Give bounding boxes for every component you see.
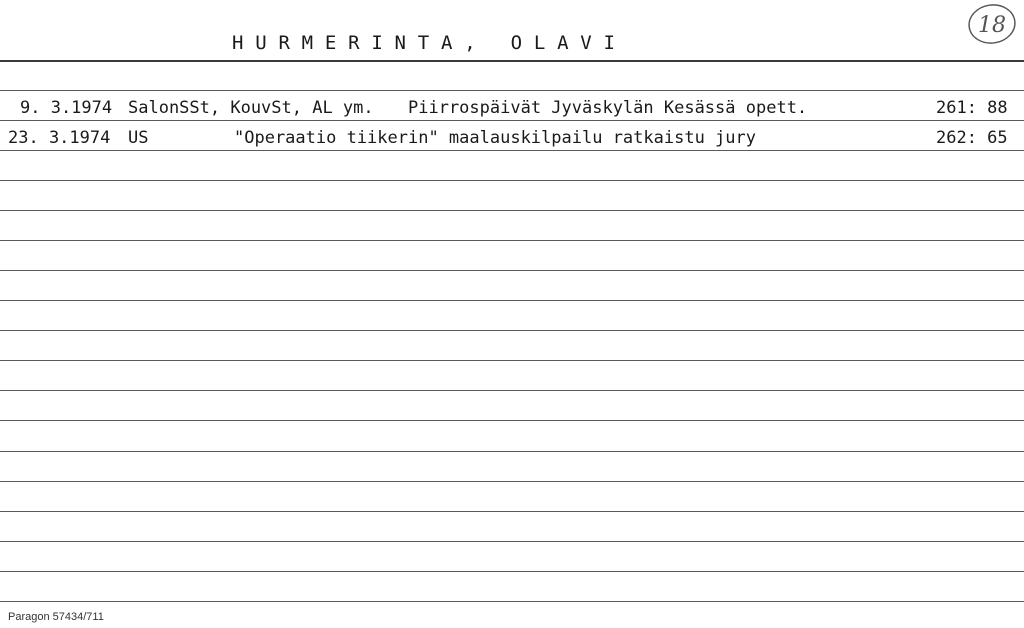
entry-description: Piirrospäivät Jyväskylän Kesässä opett. bbox=[408, 98, 808, 118]
ruled-line bbox=[0, 511, 1024, 512]
ruled-line bbox=[0, 210, 1024, 211]
ruled-line bbox=[0, 601, 1024, 602]
entry-date: 23. 3.1974 bbox=[8, 128, 111, 148]
ruled-line bbox=[0, 420, 1024, 421]
ruled-line bbox=[0, 180, 1024, 181]
footer-print-code: Paragon 57434/711 bbox=[8, 611, 104, 623]
card-name-heading: HURMERINTA, OLAVI bbox=[232, 32, 627, 54]
ruled-line bbox=[0, 481, 1024, 482]
card-entry bbox=[0, 124, 1024, 152]
ruled-line bbox=[0, 240, 1024, 241]
ruled-line bbox=[0, 90, 1024, 91]
ruled-line bbox=[0, 300, 1024, 301]
ruled-line bbox=[0, 571, 1024, 572]
ruled-line bbox=[0, 390, 1024, 391]
header-rule bbox=[0, 60, 1024, 62]
ruled-line bbox=[0, 541, 1024, 542]
card-entry bbox=[0, 94, 1024, 122]
entry-source: SalonSSt, KouvSt, AL ym. bbox=[128, 98, 374, 118]
entry-date: 9. 3.1974 bbox=[20, 98, 113, 118]
entry-reference: 261: 88 bbox=[936, 98, 1008, 118]
stamp-number: 18 bbox=[978, 13, 1006, 38]
ruled-line bbox=[0, 360, 1024, 361]
ruled-line bbox=[0, 270, 1024, 271]
entry-reference: 262: 65 bbox=[936, 128, 1008, 148]
entry-source: US bbox=[128, 128, 149, 148]
entry-description: "Operaatio tiikerin" maalauskilpailu ratkaistu jury bbox=[234, 128, 756, 148]
ruled-line bbox=[0, 451, 1024, 452]
ruled-line bbox=[0, 330, 1024, 331]
circled-number-stamp bbox=[966, 2, 1018, 46]
